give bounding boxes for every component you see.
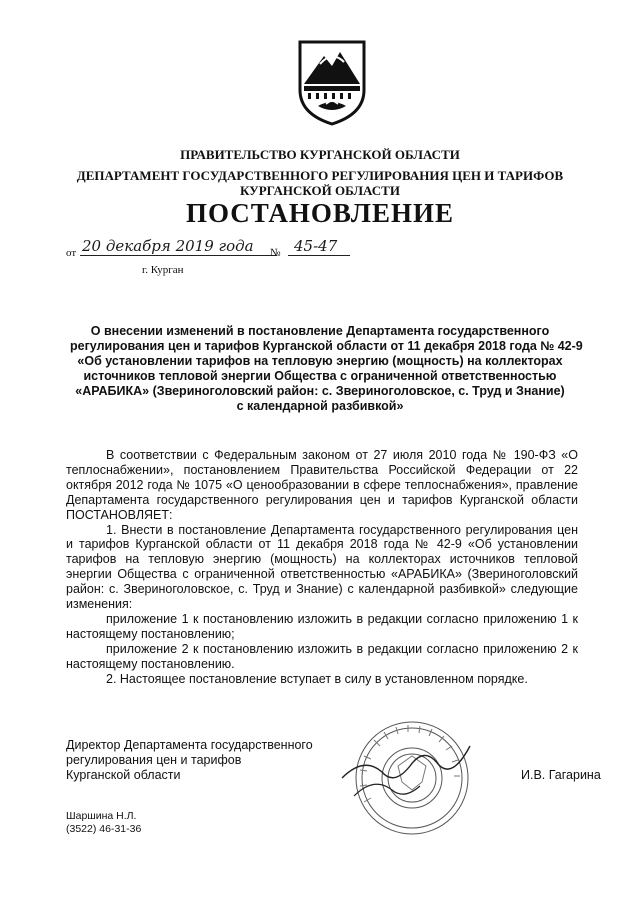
item-1-paragraph: 1. Внести в постановление Департамента государственного регулирования цен и тарифов Курганской области от 11 декабря 2018 года № 42-9 «Об установлении тарифов на тепловую энергию (мощность) на коллекторах источников тепловой энергии Общества с ограниченной ответственностью «АРАБИКА» (Звериноголовский район: с. Звериноголовское, с. Труд и Знание) с календарной разбивкой» следующие изменения: xyxy=(66,522,578,612)
department-line: ДЕПАРТАМЕНТ ГОСУДАРСТВЕННОГО РЕГУЛИРОВАНИЯ ЦЕН И ТАРИФОВ xyxy=(76,168,564,183)
department-name xyxy=(0,168,640,198)
title-line: «АРАБИКА» (Звериноголовский район: с. Звериноголовское, с. Труд и Знание) xyxy=(75,384,565,398)
signer-position xyxy=(66,738,313,783)
signer-position-line: регулирования цен и тарифов xyxy=(66,753,242,767)
department-line: КУРГАНСКОЙ ОБЛАСТИ xyxy=(240,183,400,198)
title-line: О внесении изменений в постановление Департамента государственного xyxy=(90,324,550,338)
signer-position-line: Директор Департамента государственного xyxy=(66,738,313,752)
subitem-1-paragraph: приложение 1 к постановлению изложить в редакции согласно приложению 1 к настоящему постановлению; xyxy=(66,611,578,641)
signer-name: И.В. Гагарина xyxy=(521,768,601,782)
title-line: «Об установлении тарифов на тепловую энергию (мощность) на коллекторах xyxy=(77,354,563,368)
signer-position-line: Курганской области xyxy=(66,768,181,782)
document-title xyxy=(70,324,583,414)
document-type: ПОСТАНОВЛЕНИЕ xyxy=(185,198,455,228)
executor-info xyxy=(66,810,141,836)
title-line: источников тепловой энергии Общества с ограниченной ответственностью xyxy=(83,369,557,383)
coat-of-arms-icon xyxy=(296,40,368,126)
date-prefix: от xyxy=(66,247,77,259)
executor-name: Шаршина Н.Л. xyxy=(66,810,137,822)
title-line: регулирования цен и тарифов Курганской области от 11 декабря 2018 года № 42-9 xyxy=(70,339,583,353)
date-value: 20 декабря 2019 года xyxy=(80,237,277,256)
organization-name: ПРАВИТЕЛЬСТВО КУРГАНСКОЙ ОБЛАСТИ xyxy=(180,147,460,162)
subitem-2-paragraph: приложение 2 к постановлению изложить в редакции согласно приложению 2 к настоящему постановлению. xyxy=(66,641,578,671)
executor-phone: (3522) 46-31-36 xyxy=(66,823,142,835)
document-body xyxy=(66,448,578,687)
item-2-paragraph: 2. Настоящее постановление вступает в силу в установленном порядке. xyxy=(106,671,528,686)
title-line: с календарной разбивкой» xyxy=(236,399,404,413)
document-number: 45-47 xyxy=(288,237,350,256)
city: г. Курган xyxy=(142,264,184,276)
number-prefix: № xyxy=(270,247,281,259)
official-seal-icon xyxy=(334,716,484,846)
preamble-paragraph: В соответствии с Федеральным законом от 27 июля 2010 года № 190-ФЗ «О теплоснабжении», постановлением Правительства Российской Федерации от 22 октября 2012 года № 1075 «О ценообразовании в сфере теплоснабжения», правление Департамента государственного регулирования цен и тарифов Курганской области ПОСТАНОВЛЯЕТ: xyxy=(66,448,578,522)
